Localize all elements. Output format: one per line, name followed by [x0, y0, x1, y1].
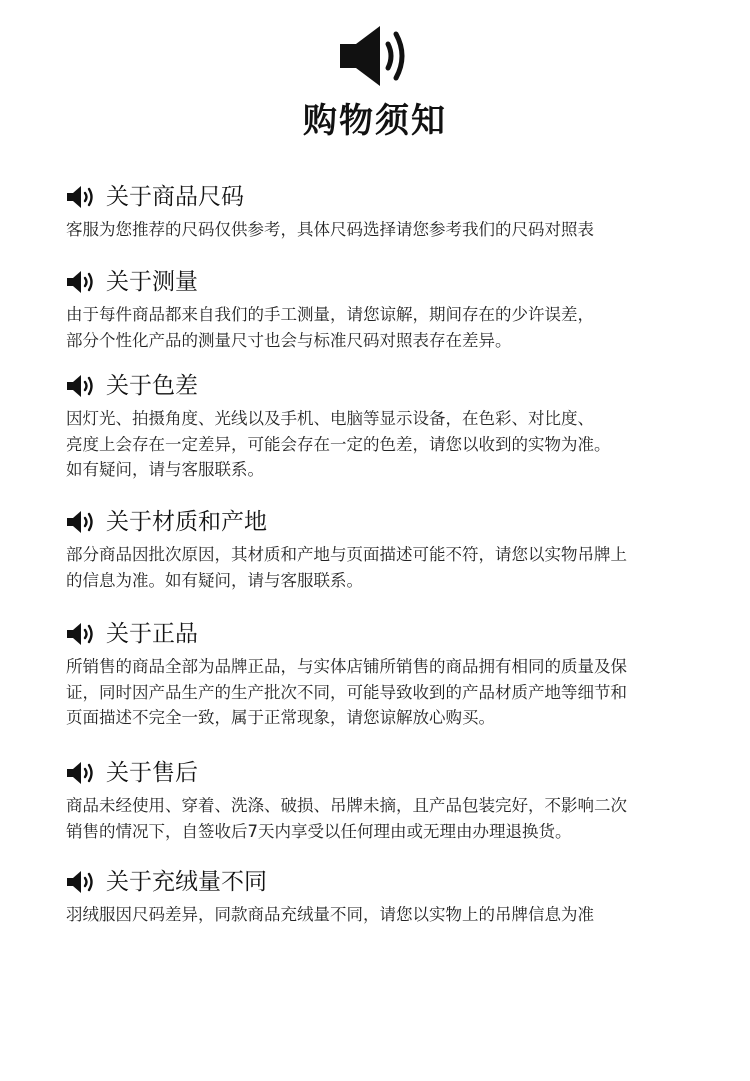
- section-body: [66, 542, 696, 593]
- section-down-fill: [66, 866, 696, 928]
- body-line: 销售的情况下，自签收后7天内享受以任何理由或无理由办理退换货。: [66, 821, 572, 841]
- speaker-icon: [66, 270, 96, 294]
- section-header: [66, 866, 696, 898]
- body-line: 羽绒服因尺码差异，同款商品充绒量不同，请您以实物上的吊牌信息为准: [66, 905, 594, 924]
- section-product-size: [66, 181, 696, 243]
- section-header: [66, 757, 696, 789]
- section-body: [66, 302, 696, 353]
- body-line: 商品未经使用、穿着、洗涤、破损、吊牌未摘，且产品包装完好，不影响二次: [66, 796, 627, 815]
- section-header: [66, 370, 696, 402]
- speaker-icon: [66, 185, 96, 209]
- body-line: 由于每件商品都来自我们的手工测量，请您谅解，期间存在的少许误差，: [66, 305, 594, 324]
- section-title: 关于正品: [106, 621, 198, 647]
- section-title: 关于色差: [106, 373, 198, 399]
- speaker-icon: [336, 22, 414, 90]
- section-measurement: [66, 266, 696, 353]
- body-line: 因灯光、拍摄角度、光线以及手机、电脑等显示设备，在色彩、对比度、: [66, 409, 594, 428]
- speaker-icon: [66, 510, 96, 534]
- section-title: 关于充绒量不同: [106, 869, 267, 895]
- section-body: [66, 217, 696, 243]
- section-authenticity: [66, 618, 696, 731]
- speaker-icon: [66, 622, 96, 646]
- section-title: 关于测量: [106, 269, 198, 295]
- page-title: 购物须知: [303, 101, 447, 141]
- section-title: 关于材质和产地: [106, 509, 267, 535]
- section-header: [66, 266, 696, 298]
- speaker-icon: [66, 870, 96, 894]
- section-title: 关于售后: [106, 760, 198, 786]
- body-line: 部分个性化产品的测量尺寸也会与标准尺码对照表存在差异。: [66, 330, 512, 350]
- section-body: [66, 902, 696, 928]
- section-after-sales: [66, 757, 696, 844]
- header: [0, 0, 750, 150]
- section-color-difference: [66, 370, 696, 483]
- body-line: 部分商品因批次原因，其材质和产地与页面描述可能不符，请您以实物吊牌上: [66, 545, 627, 564]
- body-line: 所销售的商品全部为品牌正品，与实体店铺所销售的商品拥有相同的质量及保: [66, 657, 627, 676]
- speaker-icon: [66, 374, 96, 398]
- section-body: [66, 793, 696, 844]
- section-material-origin: [66, 506, 696, 593]
- body-line: 客服为您推荐的尺码仅供参考，具体尺码选择请您参考我们的尺码对照表: [66, 220, 594, 239]
- speaker-icon: [66, 761, 96, 785]
- body-line: 的信息为准。如有疑问，请与客服联系。: [66, 570, 363, 590]
- body-line: 证，同时因产品生产的生产批次不同，可能导致收到的产品材质产地等细节和: [66, 682, 627, 702]
- body-line: 如有疑问，请与客服联系。: [66, 460, 264, 479]
- body-line: 亮度上会存在一定差异，可能会存在一定的色差，请您以收到的实物为准。: [66, 434, 611, 454]
- section-header: [66, 618, 696, 650]
- body-line: 页面描述不完全一致，属于正常现象，请您谅解放心购买。: [66, 708, 495, 727]
- section-body: [66, 406, 696, 483]
- section-header: [66, 181, 696, 213]
- section-title: 关于商品尺码: [106, 184, 244, 210]
- section-body: [66, 654, 696, 731]
- section-header: [66, 506, 696, 538]
